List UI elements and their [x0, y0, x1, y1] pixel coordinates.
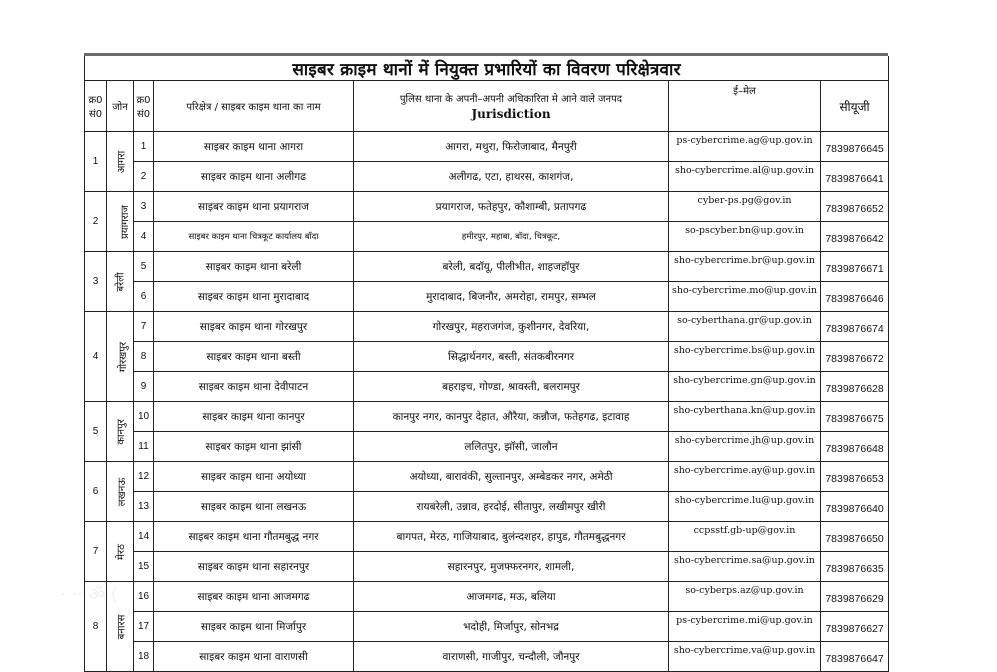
jurisdiction-districts: अयोध्या, बारावंकी, सुल्तानपुर, अम्बेडकर नगर, अमेठी: [354, 462, 669, 492]
document-title: साइबर क्राइम थानों में नियुक्त प्रभारियों का विवरण परिक्षेत्रवार: [85, 56, 889, 81]
station-name: साइबर काइम थाना अयोध्या: [154, 462, 354, 492]
station-name: साइबर काइम थाना वाराणसी: [154, 642, 354, 672]
station-email: sho-cybercrime.ay@up.gov.in: [669, 462, 821, 492]
header-station-name: परिक्षेत्र / साइबर काइम थाना का नाम: [154, 81, 354, 132]
table-row: [85, 162, 889, 192]
header-row: [85, 81, 889, 132]
zone-name-cell: [107, 192, 134, 252]
cug-number: 7839876647: [821, 642, 889, 672]
station-email: sho-cybercrime.br@up.gov.in: [669, 252, 821, 282]
station-serial: 2: [134, 162, 154, 192]
station-serial: 3: [134, 192, 154, 222]
table-row: [85, 462, 889, 492]
zone-serial: 6: [85, 462, 107, 522]
zone-serial: 5: [85, 402, 107, 462]
station-email: sho-cybercrime.lu@up.gov.in: [669, 492, 821, 522]
station-email: so-cyberthana.gr@up.gov.in: [669, 312, 821, 342]
station-name: साइबर काइम थाना बरेली: [154, 252, 354, 282]
station-name: साइबर काइम थाना देवीपाटन: [154, 372, 354, 402]
document: [84, 56, 888, 672]
station-name: साइबर काइम थाना चित्रकूट कार्यालय बॉदा: [154, 222, 354, 252]
station-email: sho-cybercrime.mo@up.gov.in: [669, 282, 821, 312]
cug-number: 7839876628: [821, 372, 889, 402]
table-row: [85, 582, 889, 612]
zone-serial: 3: [85, 252, 107, 312]
station-email: sho-cyberthana.kn@up.gov.in: [669, 402, 821, 432]
cug-number: 7839876642: [821, 222, 889, 252]
zone-name: प्रयागराज: [119, 204, 131, 239]
zone-serial: 7: [85, 522, 107, 582]
jurisdiction-districts: बरेली, बदॉयू, पीलीभीत, शाहजहॉपुर: [354, 252, 669, 282]
station-serial: 7: [134, 312, 154, 342]
table-row: [85, 222, 889, 252]
zone-serial: 2: [85, 192, 107, 252]
cug-number: 7839876629: [821, 582, 889, 612]
station-email: cyber-ps.pg@gov.in: [669, 192, 821, 222]
jurisdiction-districts: सहारनपुर, मुजफ्फरनगर, शामली,: [354, 552, 669, 582]
cug-number: 7839876645: [821, 132, 889, 162]
jurisdiction-districts: गोरखपुर, महराजगंज, कुशीनगर, देवरिया,: [354, 312, 669, 342]
jurisdiction-districts: कानपुर नगर, कानपुर देहात, औरैया, कन्नौज, फतेहगढ, इटावाह: [354, 402, 669, 432]
station-serial: 8: [134, 342, 154, 372]
station-name: साइबर काइम थाना मुरादाबाद: [154, 282, 354, 312]
cyber-crime-stations-table: [84, 56, 889, 672]
station-name: साइबर काइम थाना अलीगढ: [154, 162, 354, 192]
cug-number: 7839876641: [821, 162, 889, 192]
table-row: [85, 372, 889, 402]
table-row: [85, 402, 889, 432]
table-row: [85, 312, 889, 342]
station-name: साइबर काइम थाना बस्ती: [154, 342, 354, 372]
station-serial: 10: [134, 402, 154, 432]
zone-serial: 1: [85, 132, 107, 192]
cug-number: 7839876653: [821, 462, 889, 492]
table-row: [85, 282, 889, 312]
zone-name: बनारस: [115, 614, 127, 639]
zone-name: कानपुर: [116, 418, 127, 445]
zone-name: मेरठ: [115, 543, 127, 560]
zone-name: गोरखपुर: [118, 341, 130, 372]
station-serial: 11: [134, 432, 154, 462]
header-email: ई–मेल: [669, 81, 821, 132]
station-name: साइबर काइम थाना गोरखपुर: [154, 312, 354, 342]
jurisdiction-districts: भदोही, मिर्जापुर, सोनभद्र: [354, 612, 669, 642]
jurisdiction-districts: बहराइच, गोण्डा, श्रावस्ती, बलरामपुर: [354, 372, 669, 402]
table-row: [85, 612, 889, 642]
station-serial: 16: [134, 582, 154, 612]
station-serial: 18: [134, 642, 154, 672]
station-serial: 9: [134, 372, 154, 402]
jurisdiction-districts: आजमगढ, मऊ, बलिया: [354, 582, 669, 612]
station-serial: 12: [134, 462, 154, 492]
background-artifact: · ·· ॐ (: [60, 584, 118, 605]
table-row: [85, 642, 889, 672]
station-email: sho-cybercrime.jh@up.gov.in: [669, 432, 821, 462]
station-name: साइबर काइम थाना झांसी: [154, 432, 354, 462]
cug-number: 7839876627: [821, 612, 889, 642]
zone-name-cell: [107, 312, 134, 402]
station-name: साइबर काइम थाना प्रयागराज: [154, 192, 354, 222]
table-row: [85, 192, 889, 222]
station-email: so-pscyber.bn@up.gov.in: [669, 222, 821, 252]
cug-number: 7839876672: [821, 342, 889, 372]
table-row: [85, 342, 889, 372]
jurisdiction-districts: अलीगढ, एटा, हाथरस, काशगंज,: [354, 162, 669, 192]
table-row: [85, 252, 889, 282]
station-serial: 15: [134, 552, 154, 582]
zone-name-cell: [107, 522, 134, 582]
station-serial: 6: [134, 282, 154, 312]
station-serial: 17: [134, 612, 154, 642]
cug-number: 7839876635: [821, 552, 889, 582]
zone-name: लखनऊ: [117, 477, 129, 506]
jurisdiction-districts: बागपत, मेरठ, गाजियाबाद, बुलंन्दशहर, हापुड, गौतमबुद्धनगर: [354, 522, 669, 552]
header-serial: क्र0 सं0: [85, 81, 107, 132]
zone-name: बरेली: [115, 271, 127, 292]
table-row: [85, 522, 889, 552]
station-name: साइबर काइम थाना कानपुर: [154, 402, 354, 432]
header-jurisdiction-english: Jurisdiction: [471, 107, 551, 121]
cug-number: 7839876675: [821, 402, 889, 432]
station-email: ccpsstf.gb-up@gov.in: [669, 522, 821, 552]
jurisdiction-districts: वाराणसी, गाजीपुर, चन्दौली, जौनपुर: [354, 642, 669, 672]
cug-number: 7839876674: [821, 312, 889, 342]
station-name: साइबर काइम थाना आगरा: [154, 132, 354, 162]
header-jurisdiction-hindi: पुलिस थाना के अपनी–अपनी अधिकारिता मे आने वाले जनपद: [399, 94, 623, 105]
zone-name-cell: [107, 462, 134, 522]
station-serial: 4: [134, 222, 154, 252]
station-name: साइबर काइम थाना लखनऊ: [154, 492, 354, 522]
station-email: ps-cybercrime.mi@up.gov.in: [669, 612, 821, 642]
table-body: [85, 132, 889, 672]
cug-number: 7839876671: [821, 252, 889, 282]
cug-number: 7839876648: [821, 432, 889, 462]
cug-number: 7839876650: [821, 522, 889, 552]
station-name: साइबर काइम थाना सहारनपुर: [154, 552, 354, 582]
cug-number: 7839876640: [821, 492, 889, 522]
station-serial: 13: [134, 492, 154, 522]
cug-number: 7839876652: [821, 192, 889, 222]
zone-serial: 8: [85, 582, 107, 672]
zone-serial: 4: [85, 312, 107, 402]
header-item-serial: क्र0 सं0: [134, 81, 154, 132]
jurisdiction-districts: सिद्धार्थनगर, बस्ती, संतकबीरनगर: [354, 342, 669, 372]
zone-name-cell: [107, 252, 134, 312]
station-serial: 14: [134, 522, 154, 552]
table-row: [85, 552, 889, 582]
station-email: sho-cybercrime.al@up.gov.in: [669, 162, 821, 192]
station-email: sho-cybercrime.gn@up.gov.in: [669, 372, 821, 402]
station-email: ps-cybercrime.ag@up.gov.in: [669, 132, 821, 162]
station-email: sho-cybercrime.sa@up.gov.in: [669, 552, 821, 582]
header-jurisdiction: [354, 81, 669, 132]
station-name: साइबर काइम थाना आजमगढ: [154, 582, 354, 612]
jurisdiction-districts: मुरादाबाद, बिजनौर, अमरोहा, रामपुर, सम्भल: [354, 282, 669, 312]
station-email: sho-cybercrime.va@up.gov.in: [669, 642, 821, 672]
zone-name-cell: [107, 402, 134, 462]
zone-name-cell: [107, 132, 134, 192]
table-row: [85, 132, 889, 162]
jurisdiction-districts: आगरा, मथुरा, फिरोजाबाद, मैनपुरी: [354, 132, 669, 162]
jurisdiction-districts: प्रयागराज, फतेहपुर, कौशाम्बी, प्रतापगढ: [354, 192, 669, 222]
jurisdiction-districts: ललितपुर, झॉसी, जालौन: [354, 432, 669, 462]
station-email: sho-cybercrime.bs@up.gov.in: [669, 342, 821, 372]
zone-name: आगरा: [116, 150, 127, 173]
jurisdiction-districts: रायबरेली, उन्नाव, हरदोई, सीतापुर, लखीमपुर खीरी: [354, 492, 669, 522]
station-email: so-cyberps.az@up.gov.in: [669, 582, 821, 612]
station-serial: 5: [134, 252, 154, 282]
jurisdiction-districts: हमीरपुर, महाबा, बॉदा, चित्रकूट,: [354, 222, 669, 252]
station-serial: 1: [134, 132, 154, 162]
header-zone: जोन: [107, 81, 134, 132]
station-name: साइबर काइम थाना गौतमबुद्ध नगर: [154, 522, 354, 552]
cug-number: 7839876646: [821, 282, 889, 312]
table-row: [85, 492, 889, 522]
header-cug: सीयूजी: [821, 81, 889, 132]
station-name: साइबर काइम थाना मिर्जापुर: [154, 612, 354, 642]
table-row: [85, 432, 889, 462]
